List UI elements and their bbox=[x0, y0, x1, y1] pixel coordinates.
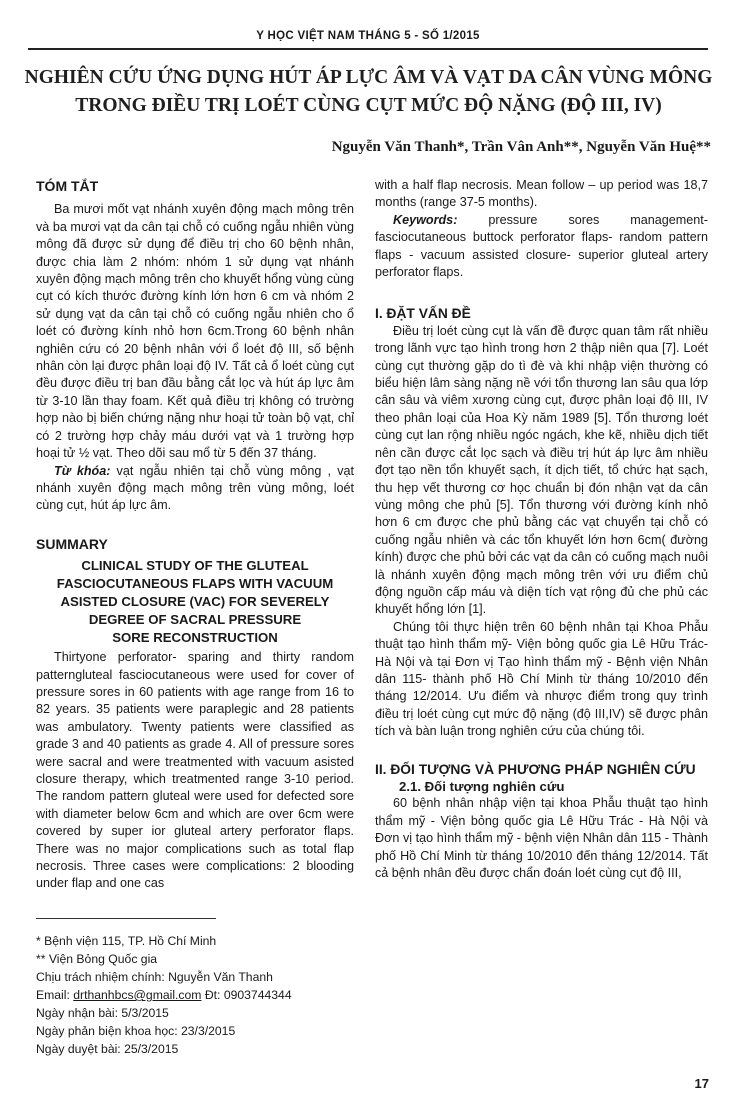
keywords-vi: vạt ngẫu nhiên tại chỗ vùng mông , vạt nhánh xuyên động mạch mông trên vùng mông, loét cùng cụt, hút áp lực âm. bbox=[36, 463, 354, 513]
date-reviewed: Ngày phản biện khoa học: 23/3/2015 bbox=[36, 1024, 236, 1038]
title-line-2: TRONG ĐIỀU TRỊ LOÉT CÙNG CỤT MỨC ĐỘ NẶNG (ĐỘ III, IV) bbox=[75, 95, 662, 116]
header-rule bbox=[28, 48, 708, 50]
summary-title bbox=[36, 557, 354, 647]
abstract-keywords bbox=[36, 463, 354, 515]
footnotes bbox=[36, 932, 354, 1058]
email-link[interactable]: drthanhbcs@gmail.com bbox=[73, 988, 202, 1002]
summary-title-line: SORE RECONSTRUCTION bbox=[112, 630, 278, 646]
author-list: Nguyễn Văn Thanh*, Trần Vân Anh**, Nguyễn Văn Huệ** bbox=[331, 139, 711, 155]
summary-title-line: CLINICAL STUDY OF THE GLUTEAL bbox=[81, 558, 309, 574]
keywords-en: pressure sores management- fasciocutaneous buttock perforator flaps- random pattern flaps - vacuum assisted closure- superior gluteal artery perforator flaps. bbox=[375, 212, 708, 280]
summary-body: Thirtyone perforator- sparing and thirty random patterngluteal fasciocutaneous were used for cover of pressure sores in 60 patients with age range from 16 to 82 years. 35 patients were paraplegic and 28 patients was ambulatory. Twenty patients were classified as grade 3 and 40 patients as grade 4. All of pressure sores were sacral and were treatmented with vacuum asisted closure therapy, which treatmented range 3-10 period. The random pattern gluteal were used for defected sore with diameter below 6cm and which are over 6cm were covered by super ior gluteal artery perforator flaps. There was no major complications such as total flap necrosis. Three cases were complications: 2 blooding under flap and one cas bbox=[36, 650, 354, 891]
keywords-label-vi: Từ khóa: bbox=[54, 463, 111, 478]
contact-line bbox=[36, 986, 354, 1004]
summary-title-line: DEGREE OF SACRAL PRESSURE bbox=[88, 612, 302, 628]
affiliation-1: * Bệnh viện 115, TP. Hồ Chí Minh bbox=[36, 934, 217, 948]
summary-continuation: with a half flap necrosis. Mean follow – up period was 18,7 months (range 37-5 months). bbox=[375, 178, 708, 210]
section-1-paragraph-2: Chúng tôi thực hiện trên 60 bệnh nhân tại Khoa Phẫu thuật tạo hình thẩm mỹ- Viện bỏng quốc gia Lê Hữu Trác- Hà Nội và tại Đơn vị Tạo hình thẩm mỹ - Bệnh viện Nhân dân 115- thành phố Hồ Chí Minh từ tháng 10/2010 đến tháng 12/2014. Ưu điểm và nhược điểm trong quy trình điều trị loét cùng cụt mức độ nặng (độ III,IV) sẽ được phân tích và bàn luận trong nghiên cứu của chúng tôi. bbox=[375, 619, 708, 739]
right-column bbox=[375, 177, 708, 882]
date-received: Ngày nhận bài: 5/3/2015 bbox=[36, 1006, 169, 1020]
section-1-paragraph-1: Điều trị loét cùng cụt là vấn đề được quan tâm rất nhiều trong lãnh vực tạo hình trong hơn 2 thập niên qua [7]. Loét cùng cụt thường gặp do tì đè và khi nhập viện thường có biểu hiện lâm sàng nặng nề với tổn thương lan sâu qua lớp cân sâu và viêm xương cùng cụt, được phân loại độ III, IV theo phân loại của Hoa Kỳ năm 1989 [5]. Tổn thương loét cùng cụt lan rộng nhiều ngóc ngách, khe kẽ, nhiều dịch tiết nên cần được cắt lọc sạch và điều trị hút áp lực âm nhiều đợt tạo nền tổn khuyết sạch, ít dịch tiết, tổ chức hạt sạch, thu hẹp vết thương cơ học chuẩn bị đón nhận vạt da cân vùng mông che phủ [5]. Tổn thương với đường kính nhỏ hơn 6 cm được che phủ bằng các vạt chuyển tại chỗ có cuống ngẫu nhiên và các tổn khuyết lớn hơn 6cm( đường kính) được che phủ bởi các vạt da cân có cuống mạch nuôi là nhánh xuyên động mạch mông trên với ưu điểm chủ động nguồn cấp máu và diện tích vạt rộng đủ che phủ các khuyết hổng lớn [1]. bbox=[375, 323, 708, 617]
phone: Đt: 0903744344 bbox=[201, 988, 292, 1002]
keywords-label-en: Keywords: bbox=[393, 212, 458, 227]
section-1-heading: I. ĐẶT VẤN ĐỀ bbox=[375, 306, 471, 322]
abstract-heading: TÓM TẮT bbox=[36, 178, 99, 194]
corresponding-author: Chịu trách nhiệm chính: Nguyễn Văn Thanh bbox=[36, 970, 273, 984]
section-2-heading: II. ĐỐI TƯỢNG VÀ PHƯƠNG PHÁP NGHIÊN CỨU bbox=[375, 761, 696, 777]
title-line-1: NGHIÊN CỨU ỨNG DỤNG HÚT ÁP LỰC ÂM VÀ VẠT DA CÂN VÙNG MÔNG bbox=[24, 67, 713, 88]
date-accepted: Ngày duyệt bài: 25/3/2015 bbox=[36, 1042, 179, 1056]
running-header: Y HỌC VIỆT NAM THÁNG 5 - SỐ 1/2015 bbox=[256, 30, 480, 42]
summary-keywords bbox=[375, 212, 708, 282]
summary-title-line: ASISTED CLOSURE (VAC) FOR SEVERELY bbox=[60, 594, 330, 610]
section-2-1-heading: 2.1. Đối tượng nghiên cứu bbox=[399, 779, 565, 794]
affiliation-2: ** Viện Bỏng Quốc gia bbox=[36, 952, 158, 966]
section-2-1-paragraph: 60 bệnh nhân nhập viện tại khoa Phẫu thuật tạo hình thẩm mỹ - Viện bỏng quốc gia Lê Hữu Trác - Hà Nội và Đơn vị tạo hình thẩm mỹ - bệnh viện Nhân dân 115 - Thành phố Hồ Chí Minh từ tháng 10/2010 đến tháng 12/2014. Tất cả bệnh nhân đều được chẩn đoán loét cùng cụt độ III, bbox=[375, 796, 708, 881]
summary-title-line: FASCIOCUTANEOUS FLAPS WITH VACUUM bbox=[56, 576, 334, 592]
article-title bbox=[20, 64, 717, 120]
summary-heading: SUMMARY bbox=[36, 535, 108, 552]
footnote-rule bbox=[36, 918, 216, 919]
email-label: Email: bbox=[36, 988, 74, 1002]
left-column bbox=[36, 178, 354, 893]
page-number: 17 bbox=[694, 1076, 709, 1091]
abstract-body: Ba mươi mốt vạt nhánh xuyên động mạch mông trên và ba mươi vạt da cân tại chỗ có cuống ngẫu nhiên vùng mông đã được sử dụng để điều trị cho 60 bệnh nhân, được chia làm 2 nhóm: nhóm 1 sử dụng vạt nhánh xuyên động mạch mông trên cho khuyết hổng vùng cùng cụt có kích thước đường kính lớn hơn 6 cm và nhóm 2 sử dụng vạt da cân tại chỗ có cuống ngẫu nhiên cho ổ loét có đường kính nhỏ hơn 6cm.Trong 60 bệnh nhân nghiên cứu có 20 bệnh nhân với ổ loét độ III, số bệnh nhân còn lại được phân loại độ IV. Tất cả ổ loét cùng cụt đều được điều trị ban đầu bằng cắt lọc và hút áp lực âm từ 3-10 lần thay foam. Kết quả điều trị không có trường hợp nào bị biến chứng nặng như hoại tử toàn bộ vạt, chỉ có 2 trường hợp chảy máu dưới vạt và 1 trường hợp hoại tử ½ vạt. Theo dõi sau mổ từ 5 đến 37 tháng. bbox=[36, 202, 354, 461]
